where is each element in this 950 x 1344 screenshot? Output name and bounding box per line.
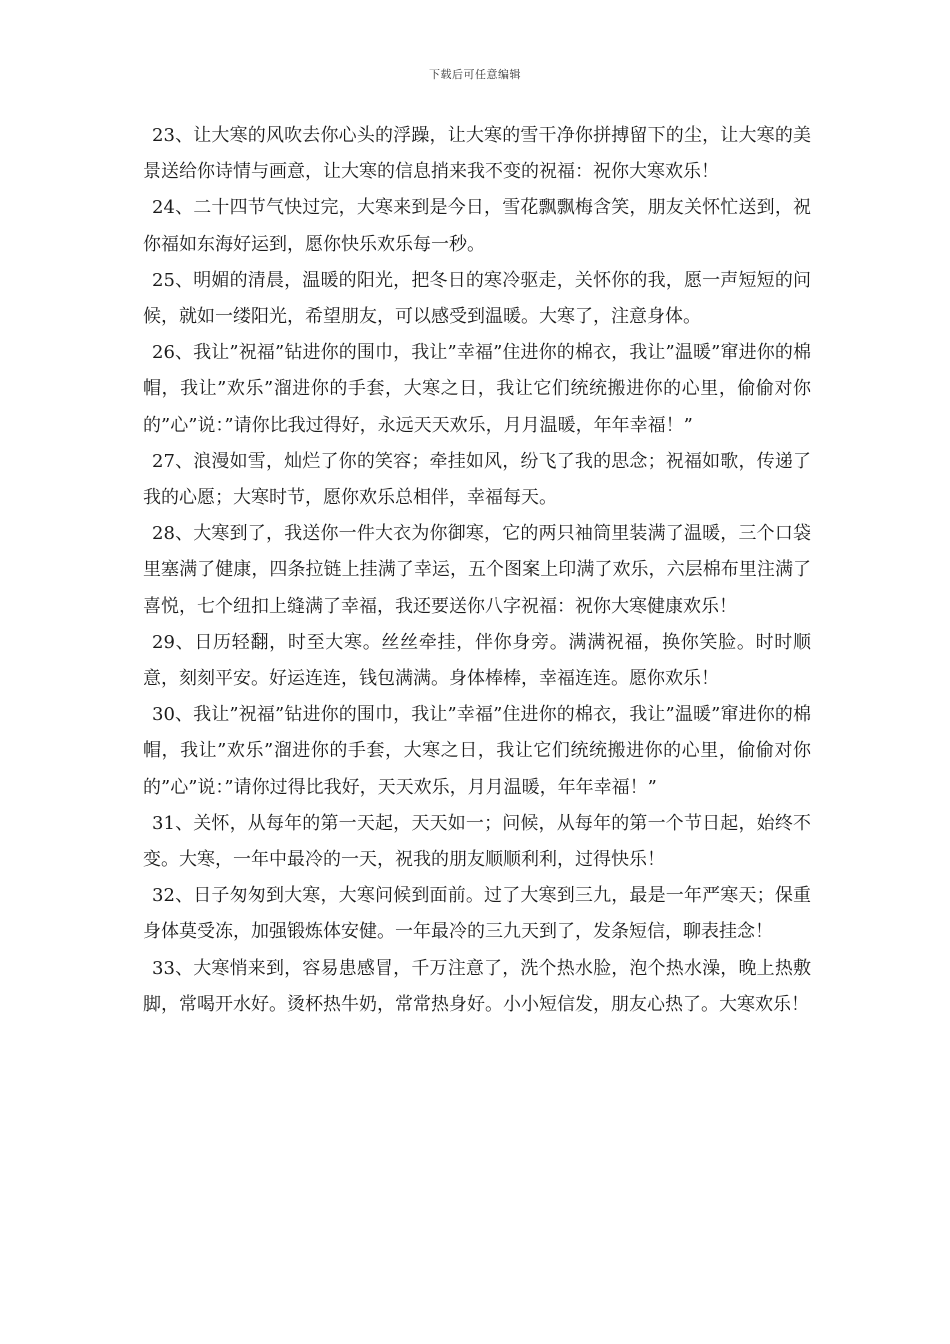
message-entry-24: 24、二十四节气快过完，大寒来到是今日，雪花飘飘梅含笑，朋友关怀忙送到，祝你福如东海好运到，愿你快乐欢乐每一秒。 bbox=[143, 197, 811, 255]
page-header-note: 下载后可任意编辑 bbox=[429, 68, 521, 81]
message-entry-28: 28、大寒到了，我送你一件大衣为你御寒，它的两只袖筒里装满了温暖，三个口袋里塞满了健康，四条拉链上挂满了幸运，五个图案上印满了欢乐，六层棉布里注满了喜悦，七个纽扣上缝满了幸福，我还要送你八字祝福：祝你大寒健康欢乐！ bbox=[143, 523, 811, 617]
message-entry-33: 33、大寒悄来到，容易患感冒，千万注意了，洗个热水脸，泡个热水澡，晚上热敷脚，常喝开水好。烫杯热牛奶，常常热身好。小小短信发，朋友心热了。大寒欢乐！ bbox=[143, 957, 811, 1015]
message-entry-29: 29、日历轻翻，时至大寒。丝丝牵挂，伴你身旁。满满祝福，换你笑脸。时时顺意，刻刻平安。好运连连，钱包满满。身体棒棒，幸福连连。愿你欢乐！ bbox=[143, 631, 811, 690]
message-entry-27: 27、浪漫如雪，灿烂了你的笑容；牵挂如风，纷飞了我的思念；祝福如歌，传递了我的心愿；大寒时节，愿你欢乐总相伴，幸福每天。 bbox=[143, 450, 811, 509]
message-entry-26: 26、我让”祝福”钻进你的围巾，我让”幸福”住进你的棉衣，我让”温暖”窜进你的棉帽，我让”欢乐”溜进你的手套，大寒之日，我让它们统统搬进你的心里，偷偷对你的”心”说：”请你比我过得好，永远天天欢乐，月月温暖，年年幸福！” bbox=[143, 342, 811, 436]
message-entry-25: 25、明媚的清晨，温暖的阳光，把冬日的寒冷驱走，关怀你的我，愿一声短短的问候，就如一缕阳光，希望朋友，可以感受到温暖。大寒了，注意身体。 bbox=[143, 269, 811, 328]
message-entry-23: 23、让大寒的风吹去你心头的浮躁，让大寒的雪干净你拼搏留下的尘，让大寒的美景送给你诗情与画意，让大寒的信息捎来我不变的祝福：祝你大寒欢乐！ bbox=[143, 125, 811, 183]
document-body bbox=[143, 118, 811, 1023]
message-entry-31: 31、关怀，从每年的第一天起，天天如一；问候，从每年的第一个节日起，始终不变。大寒，一年中最冷的一天，祝我的朋友顺顺利利，过得快乐！ bbox=[143, 812, 811, 871]
message-entry-32: 32、日子匆匆到大寒，大寒问候到面前。过了大寒到三九，最是一年严寒天；保重身体莫受冻，加强锻炼体安健。一年最冷的三九天到了，发条短信，聊表挂念！ bbox=[143, 885, 811, 943]
message-entry-30: 30、我让”祝福”钻进你的围巾，我让”幸福”住进你的棉衣，我让”温暖”窜进你的棉帽，我让”欢乐”溜进你的手套，大寒之日，我让它们统统搬进你的心里，偷偷对你的”心”说：”请你过得比我好，天天欢乐，月月温暖，年年幸福！” bbox=[143, 704, 811, 798]
